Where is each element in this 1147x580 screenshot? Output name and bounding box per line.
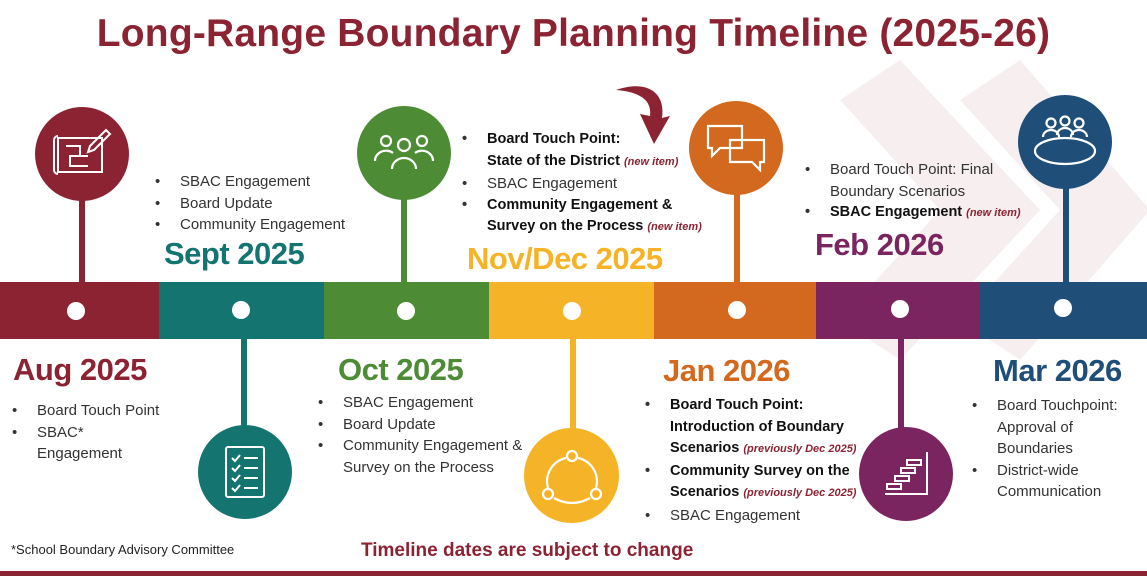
jan-item-list [643,395,858,526]
people-group-icon [372,131,436,175]
new-item-note: (new item) [966,207,1021,219]
circle-nov [524,428,619,523]
timeline-dot-mar [1054,299,1072,317]
chat-bubbles-icon [704,122,768,174]
month-label-oct: Oct 2025 [338,352,464,387]
meeting-table-icon [1031,115,1099,169]
new-item-note: (new item) [623,155,679,168]
month-label-mar: Mar 2026 [993,353,1122,388]
list-item: • Board Touch Point: State of the District (new item) [460,129,705,173]
circle-mar [1018,95,1112,189]
nov-item-list [460,129,705,239]
oct-item-list [316,392,531,478]
feb-item-list [803,159,1028,225]
list-item: • SBAC* Engagement [10,422,160,465]
new-item-note: (new item) [647,221,702,233]
month-label-aug: Aug 2025 [13,352,147,387]
list-item: • Board Touch Point: Introduction of Boundary Scenarios (previously Dec 2025) [643,395,858,461]
list-item: • Community Survey on the Scenarios (previously Dec 2025) [643,461,858,505]
gantt-chart-icon [881,450,931,498]
previously-note: (previously Dec 2025) [743,487,857,499]
timeline-dot-aug [67,302,85,320]
blueprint-icon [52,126,112,182]
list-item: • Community Engagement & Survey on the Process (new item) [460,195,705,239]
list-item: • Board Touchpoint: Approval of Boundaries [970,395,1140,460]
footnote: *School Boundary Advisory Committee [11,542,235,557]
month-label-jan: Jan 2026 [663,353,790,388]
previously-note: (previously Dec 2025) [743,443,857,455]
stem-feb [898,339,904,431]
circle-sep [198,425,292,519]
stem-mar [1063,180,1069,282]
timeline-dot-feb [891,300,909,318]
stem-jan [734,192,740,282]
timeline-dot-jan [728,301,746,319]
list-item: • SBAC Engagement [460,173,705,195]
bottom-divider [0,571,1147,576]
list-item: • District-wide Communication [970,460,1140,503]
mar-item-list [970,395,1140,503]
list-item: • Community Engagement [153,214,353,236]
stem-sep [241,339,247,431]
circle-oct [357,106,451,200]
list-item: • SBAC Engagement (new item) [803,202,1028,225]
page-title: Long-Range Boundary Planning Timeline (2025-26) [96,12,1051,55]
list-item: • Board Update [316,414,531,436]
sep-item-list [153,171,353,236]
network-cycle-icon [540,448,604,504]
list-item: • SBAC Engagement [153,171,353,193]
list-item: • Board Touch Point: Final Boundary Scenarios [803,159,1028,202]
checklist-icon [222,444,268,500]
list-item: • SBAC Engagement [316,392,531,414]
list-item: • Board Update [153,193,353,215]
timeline-dot-oct [397,302,415,320]
month-label-nov: Nov/Dec 2025 [467,241,663,276]
month-label-sep: Sept 2025 [164,236,305,271]
month-label-feb: Feb 2026 [815,227,944,262]
timeline-dot-nov [563,302,581,320]
aug-item-list [10,400,160,465]
circle-aug [35,107,129,201]
circle-feb [859,427,953,521]
stem-nov [570,339,576,431]
timeline-dot-sep [232,301,250,319]
list-item: • Board Touch Point [10,400,160,422]
list-item: • Community Engagement & Survey on the Process [316,435,531,478]
disclaimer: Timeline dates are subject to change [361,540,694,561]
list-item: • SBAC Engagement [643,505,858,527]
